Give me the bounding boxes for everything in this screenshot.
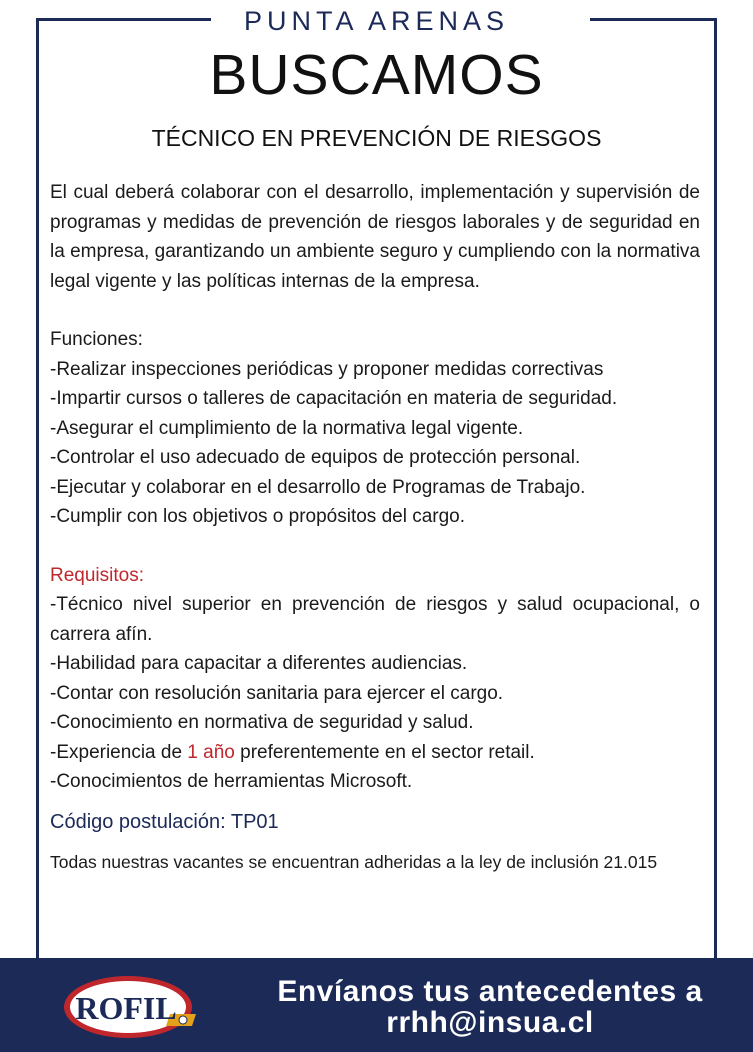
contact-email: rrhh@insua.cl bbox=[386, 1006, 594, 1039]
functions-label: Funciones: bbox=[50, 329, 143, 350]
job-description bbox=[50, 178, 700, 875]
headline: BUSCAMOS bbox=[209, 43, 544, 107]
function-item: -Asegurar el cumplimiento de la normativa legal vigente. bbox=[50, 417, 524, 439]
intro-paragraph: El cual deberá colaborar con el desarrollo, implementación y supervisión de programas y medidas de prevención de riesgos laborales y de seguridad en la empresa, garantizando un ambiente seguro y cumpliendo con la normativa legal vigente y las políticas internas de la empresa. bbox=[50, 182, 700, 292]
rofil-logo bbox=[62, 974, 200, 1040]
application-code: Código postulación: TP01 bbox=[50, 810, 279, 833]
frame-right-line bbox=[714, 18, 717, 958]
job-title: TÉCNICO EN PREVENCIÓN DE RIESGOS bbox=[151, 125, 602, 151]
frame-left-line bbox=[36, 18, 39, 958]
function-item: -Controlar el uso adecuado de equipos de protección personal. bbox=[50, 447, 581, 468]
requirement-item: -Conocimientos de herramientas Microsoft. bbox=[50, 771, 413, 792]
functions-list bbox=[50, 355, 700, 532]
experience-prefix: -Experiencia de bbox=[50, 741, 188, 763]
city-heading: PUNTA ARENAS bbox=[243, 6, 510, 36]
cta-line: Envíanos tus antecedentes a bbox=[277, 975, 703, 1008]
legal-note: Todas nuestras vacantes se encuentran adheridas a la ley de inclusión 21.015 bbox=[50, 852, 658, 872]
footer-cta bbox=[240, 976, 740, 1038]
function-item: -Cumplir con los objetivos o propósitos del cargo. bbox=[50, 506, 466, 527]
requirements-list bbox=[50, 590, 700, 797]
experience-suffix: preferentemente en el sector retail. bbox=[234, 741, 535, 763]
requirement-item: -Contar con resolución sanitaria para ejercer el cargo. bbox=[50, 682, 504, 704]
requirement-item: -Habilidad para capacitar a diferentes audiencias. bbox=[50, 653, 468, 674]
function-item: -Realizar inspecciones periódicas y proponer medidas correctivas bbox=[50, 358, 604, 380]
requirement-item: -Técnico nivel superior en prevención de riesgos y salud ocupacional, o carrera afín. bbox=[50, 594, 700, 645]
requirements-label: Requisitos: bbox=[50, 564, 144, 586]
function-item: -Ejecutar y colaborar en el desarrollo de Programas de Trabajo. bbox=[50, 476, 586, 498]
experience-highlight: 1 año bbox=[187, 741, 235, 763]
requirement-item-experience bbox=[50, 738, 700, 768]
requirement-item: -Conocimiento en normativa de seguridad y salud. bbox=[50, 712, 474, 733]
rofil-logo-text: ROFIL bbox=[75, 990, 177, 1026]
function-item: -Impartir cursos o talleres de capacitación en materia de seguridad. bbox=[50, 388, 618, 409]
footer-banner bbox=[0, 958, 753, 1052]
